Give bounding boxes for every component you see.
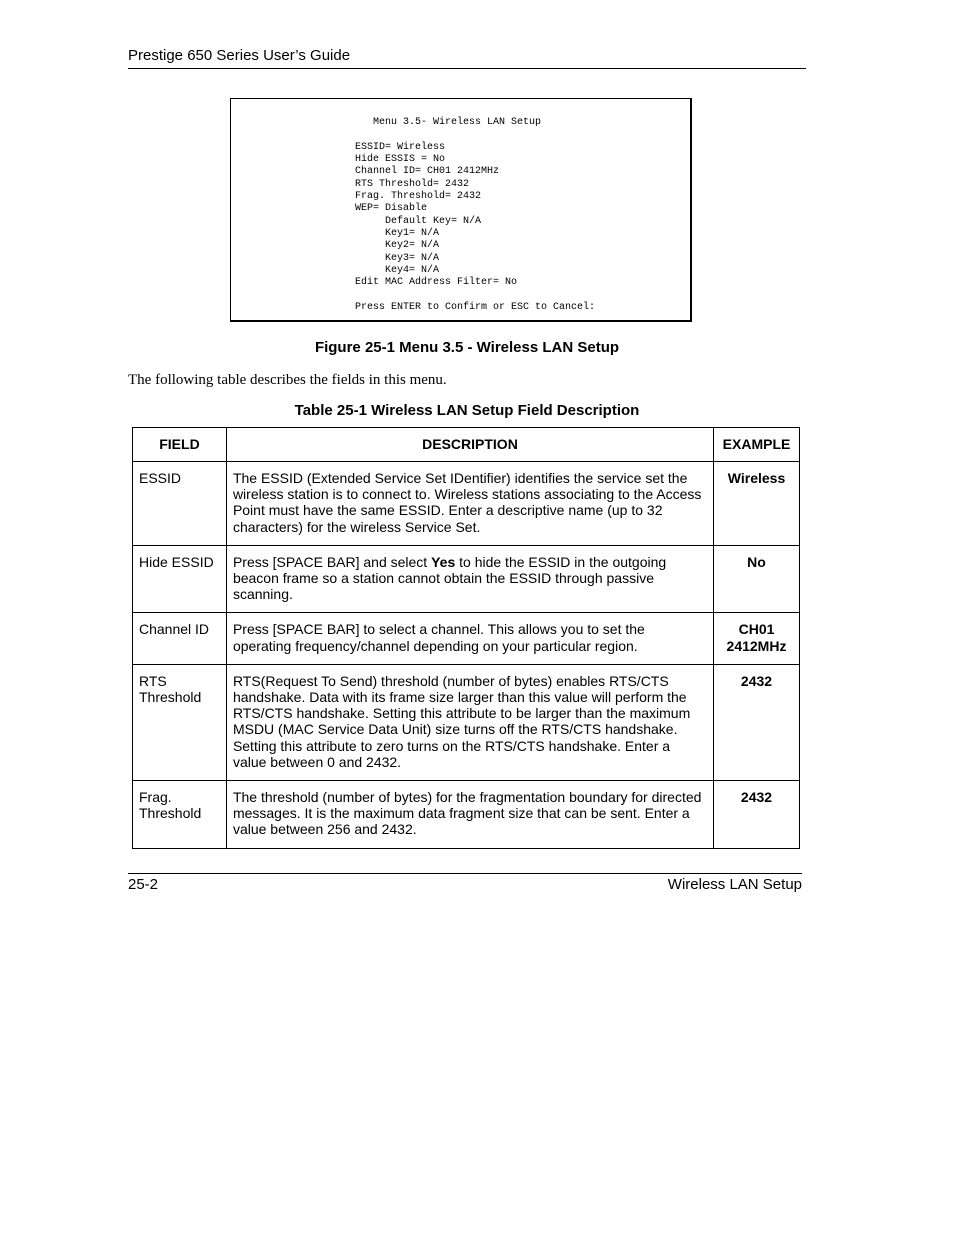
table-header-row xyxy=(133,428,800,462)
table-row xyxy=(133,613,800,664)
figure-caption: Figure 25-1 Menu 3.5 - Wireless LAN Setup xyxy=(314,339,620,356)
menu-line: Key4= N/A xyxy=(355,265,440,277)
guide-title: Prestige 650 Series User’s Guide xyxy=(128,47,351,64)
example-line: 2412MHz xyxy=(726,637,787,654)
column-header-description: DESCRIPTION xyxy=(226,428,713,462)
description-bold-text: Yes xyxy=(431,553,456,570)
table-row xyxy=(133,781,800,849)
field-description-table xyxy=(132,427,800,849)
table-row xyxy=(133,545,800,613)
example-cell: 2432 xyxy=(714,781,800,849)
description-cell: RTS(Request To Send) threshold (number of bytes) enables RTS/CTS handshake. Data with its frame size larger than this value will perform the RTS/CTS handshake. Setting this attribute to be larger than the maximum MSDU (MAC Service Data Unit) size turns off the RTS/CTS handshake. Setting this attribute to zero turns on the RTS/CTS handshake. Enter a value between 0 and 2432. xyxy=(226,664,713,780)
description-cell: The threshold (number of bytes) for the fragmentation boundary for directed messages. It is the maximum data fragment size that can be sent. Enter a value between 256 and 2432. xyxy=(226,781,713,849)
page-header xyxy=(128,47,806,69)
menu-line: Press ENTER to Confirm or ESC to Cancel: xyxy=(355,302,596,314)
column-header-field: FIELD xyxy=(133,428,227,462)
description-cell: The ESSID (Extended Service Set IDentifier) identifies the service set the wireless station is to connect to. Wireless stations associating to the Access Point must have the same ESSID. Enter a descriptive name (up to 32 characters) for the wireless Service Set. xyxy=(226,462,713,546)
field-cell xyxy=(133,781,227,849)
field-line: RTS xyxy=(139,672,167,689)
page-number: 25-2 xyxy=(128,876,159,893)
menu-line: WEP= Disable xyxy=(355,203,428,215)
menu-line: RTS Threshold= 2432 xyxy=(355,178,470,190)
example-cell: 2432 xyxy=(714,664,800,780)
example-cell: Wireless xyxy=(714,462,800,546)
menu-line: Menu 3.5- Wireless LAN Setup xyxy=(355,117,542,128)
description-cell xyxy=(226,545,713,613)
menu-line: Key1= N/A xyxy=(355,228,440,240)
field-line: Frag. xyxy=(139,789,172,806)
example-cell: No xyxy=(714,545,800,613)
field-cell: Channel ID xyxy=(133,613,227,664)
menu-line: Hide ESSIS = No xyxy=(355,154,446,166)
menu-line: Channel ID= CH01 2412MHz xyxy=(355,166,500,178)
field-cell xyxy=(133,664,227,780)
column-header-example: EXAMPLE xyxy=(714,428,800,462)
description-cell: Press [SPACE BAR] to select a channel. This allows you to set the operating frequency/channel depending on your particular region. xyxy=(226,613,713,664)
menu-line: Edit MAC Address Filter= No xyxy=(355,277,518,289)
menu-line: Key2= N/A xyxy=(355,240,440,252)
table-row xyxy=(133,664,800,780)
example-line: CH01 xyxy=(738,621,775,638)
menu-screen-text xyxy=(355,117,595,315)
menu-line: Default Key= N/A xyxy=(355,215,482,227)
menu-screen-figure xyxy=(230,98,692,322)
menu-line: Frag. Threshold= 2432 xyxy=(355,191,482,203)
table-caption: Table 25-1 Wireless LAN Setup Field Description xyxy=(294,402,640,419)
menu-line: ESSID= Wireless xyxy=(355,141,446,153)
menu-line: Key3= N/A xyxy=(355,252,440,264)
example-cell xyxy=(714,613,800,664)
chapter-title: Wireless LAN Setup xyxy=(667,876,802,893)
field-line: Threshold xyxy=(139,689,202,706)
field-cell: ESSID xyxy=(133,462,227,546)
description-text: to hide the ESSID in the outgoing beacon frame so a station cannot obtain the ESSID through passive scanning. xyxy=(232,553,667,603)
page-footer xyxy=(128,873,802,894)
description-text: Press [SPACE BAR] and select xyxy=(232,553,432,570)
intro-text: The following table describes the fields in this menu. xyxy=(128,372,447,388)
field-line: Threshold xyxy=(139,805,202,822)
field-cell: Hide ESSID xyxy=(133,545,227,613)
table-row xyxy=(133,462,800,546)
